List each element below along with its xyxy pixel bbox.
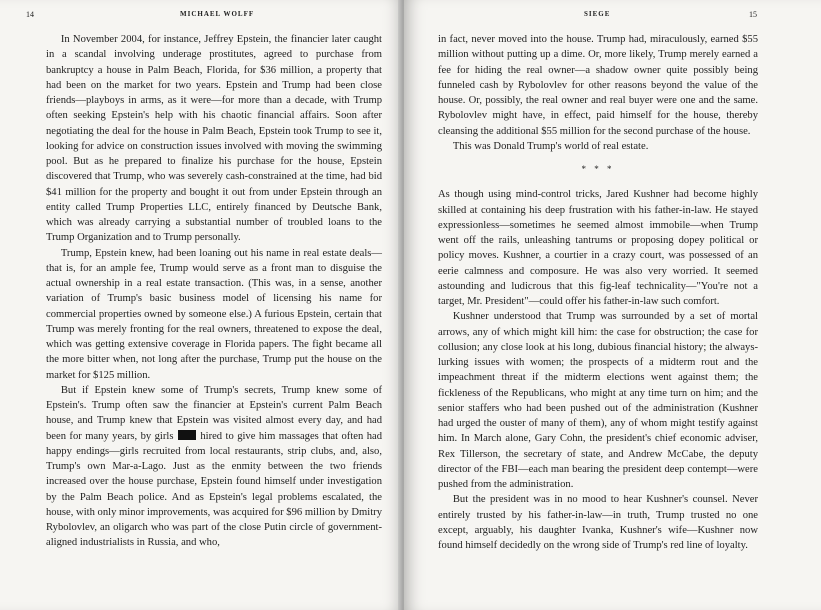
- left-page: [0, 0, 404, 610]
- left-body-text: [46, 32, 382, 551]
- page-number: 15: [749, 10, 757, 19]
- paragraph: But the president was in no mood to hear Kushner's counsel. Never entirely trusted by his father-in-law—in truth, Trump trusted no one except, arguably, his daughter Ivanka, Kushner's wife—Kushner now found himself decidedly on the wrong side of Trump's red line of loyalty.: [438, 494, 758, 551]
- paragraph: in fact, never moved into the house. Trump had, miraculously, earned $55 million without putting up a dime. Or, more likely, Trump merely earned a fee for hiding the real owner—a shadow owner quite possibly being funneled cash by Rybolovlev for other reasons beyond the value of the house. Or, possibly, the real owner and real buyer were one and the same. Rybolovlev might have, in effect, paid himself for the house, thereby cleansing the additional $55 million for the second purchase of the house.: [438, 34, 758, 137]
- paragraph: As though using mind-control tricks, Jared Kushner had become highly skilled at containing his deep frustration with his father-in-law. He stayed expressionless—sometimes he seemed almost immobile—when Trump went off the rails, unleashing tantrums or proposing dopey political or policy moves. Kushner, a courtier in a crazy court, was possessed of an eerie calmness and composure. He was also very worried. It seemed astounding and ludicrous that this fig-leaf technicality—"You're not a target, Mr. President"—could offer his father-in-law such comfort.: [438, 189, 758, 307]
- section-break-ornament: * * *: [581, 164, 615, 174]
- running-head-title: SIEGE: [584, 10, 611, 18]
- paragraph: Trump, Epstein knew, had been loaning out his name in real estate deals—that is, for an ample fee, Trump would serve as a front man to disguise the actual ownership in a real estate transaction. (This was, in a sense, another variation of Trump's basic business model of licensing his name for commercial properties owned by someone else.) A furious Epstein, certain that Trump was merely fronting for the real owners, threatened to expose the deal, which was getting extensive coverage in Florida papers. The fight became all the more bitter when, not long after the purchase, Trump put the house on the market for $125 million.: [46, 247, 382, 381]
- right-body-text: [438, 32, 758, 553]
- paragraph-text: But if Epstein knew some of Trump's secrets, Trump knew some of Epstein's. Trump often saw the financier at Epstein's current Palm Beach house, and Trump knew that Epstein was visited almost every day, and had been for many years, by girls: [46, 384, 382, 442]
- paragraph: [46, 383, 382, 551]
- page-number: 14: [26, 10, 34, 19]
- paragraph-text: hired to give him massages that often had happy endings—girls recruited from local restaurants, strip clubs, and, also, Trump's own Mar-a-Lago. Just as the enmity between the two friends increased over the house purchase, Epstein found himself under investigation by the Palm Beach police. And as Epstein's legal problems escalated, the house, with only minor improvements, was acquired for $96 million by Dmitry Rybolovlev, an oligarch who was part of the close Putin circle of government-aligned industrialists in Russia, and who,: [46, 430, 382, 549]
- paragraph: In November 2004, for instance, Jeffrey Epstein, the financier later caught in a scandal involving underage prostitutes, agreed to purchase from bankruptcy a house in Palm Beach, Florida, for $36 million, a property that had been on the market for two years. Epstein and Trump had been close friends—playboys in arms, as it were—for more than a decade, with Trump often seeking Epstein's help with his chaotic financial affairs. Soon after negotiating the deal for the house in Palm Beach, Epstein took Trump to see it, looking for advice on construction issues involved with moving the swimming pool. But as he prepared to finalize his purchase for the house, Epstein discovered that Trump, who was severely cash-constrained at the time, had bid $41 million for the property and bought it out from under Epstein through an entity called Trump Properties LLC, entirely financed by Deutsche Bank, which was already carrying a substantial number of troubled loans to the Trump Organization and to Trump personally.: [46, 34, 382, 244]
- paragraph: This was Donald Trump's world of real estate.: [452, 140, 649, 152]
- right-page: [404, 0, 821, 610]
- redaction-box: [178, 430, 196, 440]
- running-head-author: MICHAEL WOLFF: [180, 10, 255, 18]
- paragraph: Kushner understood that Trump was surrounded by a set of mortal arrows, any of which might kill him: the case for obstruction; the case for collusion; any close look at his long, dubious financial history; the always-lurking issues with women; the prospects of a midterm rout and the impeachment threat if the midterm elections went against them; the fickleness of the Republicans, who might at any time turn on him; and the senior staffers who had been pushed out of the administration (Kushner had urged the ouster of many of them), any of whom might testify against him. In March alone, Gary Cohn, the president's chief economic adviser, Rex Tillerson, the secretary of state, and Andrew McCabe, the deputy director of the FBI—each man bearing the president deep contempt—were pushed from the administration.: [438, 311, 758, 490]
